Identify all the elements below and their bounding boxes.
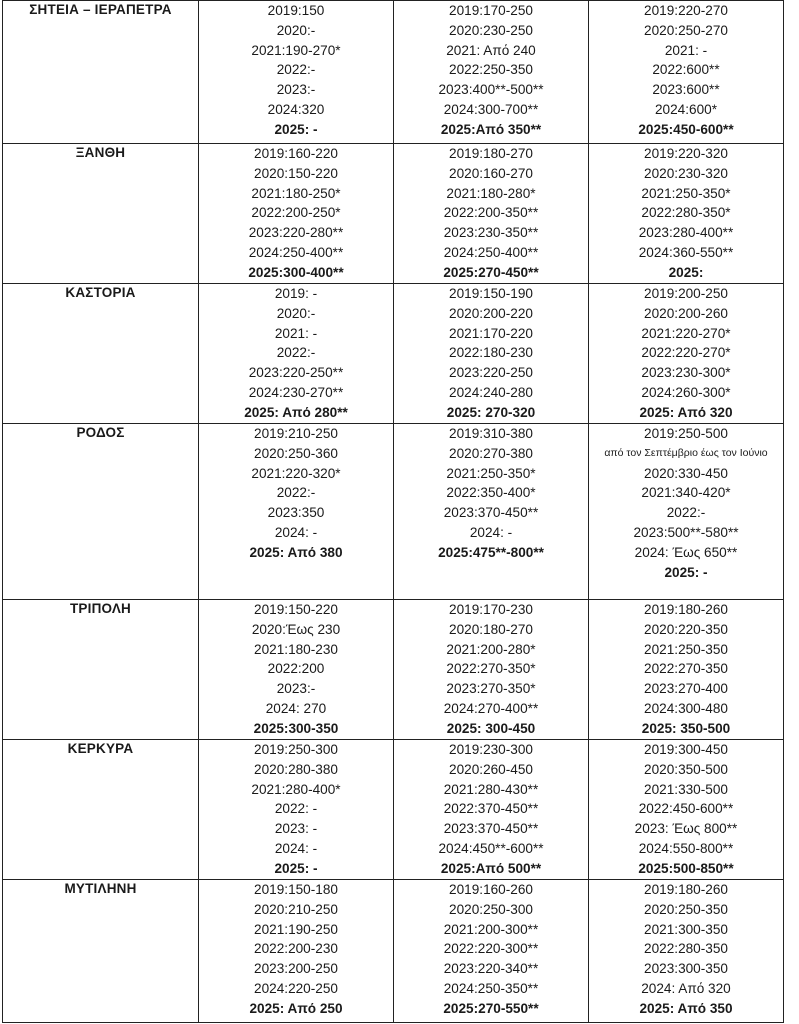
price-line: 2021:250-350* [446, 465, 536, 481]
price-cell [199, 1, 394, 144]
table-row [3, 600, 784, 740]
price-line: 2023:220-340** [443, 961, 539, 977]
price-line: 2022:200 [267, 661, 325, 677]
price-line: 2023: Έως 800** [634, 821, 738, 837]
price-line: 2022:450-600** [638, 801, 734, 817]
price-line: 2022:- [276, 485, 316, 501]
price-line: 2023:220-250 [449, 365, 533, 381]
price-line: 2019:180-260 [644, 602, 728, 617]
price-line: 2022:200-230 [254, 941, 338, 957]
price-line: 2025: Από 250 [249, 1000, 343, 1016]
price-line: 2021: - [274, 325, 318, 341]
price-cell [589, 880, 784, 1023]
price-line: 2022:370-450** [443, 801, 539, 817]
price-line: 2023:230-300* [641, 365, 731, 381]
price-cell [199, 284, 394, 424]
price-line: 2023:270-350* [446, 681, 536, 697]
table-row [3, 424, 784, 600]
price-line: 2019:150-190 [449, 286, 533, 301]
price-line: 2024: Από 320 [641, 980, 731, 996]
price-line: 2020:230-250 [449, 22, 533, 38]
price-line: 2022:180-230 [449, 345, 533, 361]
price-cell [394, 284, 589, 424]
city-cell [3, 424, 199, 600]
table-row [3, 1, 784, 144]
price-line: 2024:250-400** [248, 244, 344, 260]
price-line: 2024:450**-600** [438, 840, 544, 856]
price-line: 2025:500-850** [638, 860, 734, 876]
price-line: 2025: 270-320 [446, 404, 536, 420]
city-cell [3, 740, 199, 880]
price-line: 2021:180-250* [251, 185, 341, 201]
price-line: 2022:280-350* [641, 205, 731, 221]
price-line: 2021:190-270* [251, 42, 341, 58]
price-line: 2023:350 [267, 505, 325, 521]
price-line: 2020:330-450 [644, 465, 728, 481]
rental-prices-table [2, 0, 784, 1023]
price-line: από τον Σεπτέμβριο έως τον Ιούνιο [604, 446, 768, 459]
price-line: 2024:240-280 [449, 384, 533, 400]
city-cell [3, 144, 199, 284]
price-line: 2025:270-450** [443, 264, 539, 280]
price-line: 2022:- [276, 62, 316, 78]
price-line: 2023:270-400 [644, 681, 728, 697]
city-name: ΚΕΡΚΥΡΑ [67, 741, 134, 756]
table-row [3, 740, 784, 880]
price-line: 2024:300-480 [644, 700, 728, 716]
price-line: 2025:475**-800** [438, 544, 544, 560]
price-line: 2022:220-270* [641, 345, 731, 361]
price-line: 2019: - [274, 286, 318, 301]
city-cell [3, 1, 199, 144]
price-cell [589, 424, 784, 600]
table-row [3, 880, 784, 1023]
price-line: 2025: - [274, 860, 318, 876]
price-line: 2020:160-270 [449, 165, 533, 181]
price-line: 2019:200-250 [644, 286, 728, 301]
price-line: 2024:300-700** [443, 101, 539, 117]
price-line: 2025: 300-450 [446, 720, 536, 736]
price-line: 2020:250-360 [254, 445, 338, 461]
price-line: 2025:300-400** [248, 264, 344, 280]
price-line: 2020:250-350 [644, 901, 728, 917]
price-line: 2020:230-320 [644, 165, 728, 181]
price-line: 2024:550-800** [638, 840, 734, 856]
price-line: 2023:220-280** [248, 225, 344, 241]
price-line: 2022:270-350* [446, 661, 536, 677]
price-line: 2019:310-380 [449, 426, 533, 441]
price-line: 2020:200-260 [644, 305, 728, 321]
city-name: ΤΡΙΠΟΛΗ [69, 601, 132, 616]
price-line: 2021:300-350 [644, 921, 728, 937]
price-line: 2019:300-450 [644, 742, 728, 757]
price-line: 2020:150-220 [254, 165, 338, 181]
price-line: 2021:340-420* [641, 485, 731, 501]
price-line: 2020:280-380 [254, 761, 338, 777]
price-line: 2025: Από 350 [639, 1000, 733, 1016]
price-line: 2025: [668, 264, 704, 280]
price-line: 2021:200-300** [443, 921, 539, 937]
price-line: 2019:220-320 [644, 146, 728, 161]
price-line: 2024:250-350** [443, 980, 539, 996]
price-line: 2024:360-550** [638, 244, 734, 260]
price-line: 2022:200-250* [251, 205, 341, 221]
price-line: 2024: 270 [265, 700, 327, 716]
city-name: ΡΟΔΟΣ [76, 425, 125, 440]
price-line: 2020:210-250 [254, 901, 338, 917]
price-line: 2020:Έως 230 [251, 621, 341, 637]
price-line: 2020:220-350 [644, 621, 728, 637]
price-line: 2025: - [664, 564, 708, 580]
price-line: 2019:150-180 [254, 882, 338, 897]
price-cell [394, 600, 589, 740]
price-line: 2021:280-400* [251, 781, 341, 797]
price-line: 2023:280-400** [638, 225, 734, 241]
price-line: 2023:230-350** [443, 225, 539, 241]
price-line: 2023:- [276, 82, 316, 98]
price-line: 2021:180-230 [254, 641, 338, 657]
price-line: 2025:Από 350** [440, 121, 542, 137]
city-name: ΞΑΝΘΗ [75, 145, 126, 160]
price-line: 2021:220-320* [251, 465, 341, 481]
price-line: 2020:250-270 [644, 22, 728, 38]
price-cell [394, 144, 589, 284]
price-line: 2025: Από 280** [244, 404, 348, 420]
price-line: 2021:180-280* [446, 185, 536, 201]
price-cell [199, 880, 394, 1023]
price-line: 2021:250-350* [641, 185, 731, 201]
price-line: 2023:300-350 [644, 961, 728, 977]
price-line: 2023:- [276, 681, 316, 697]
price-line: 2019:250-300 [254, 742, 338, 757]
price-line: 2024:600* [655, 101, 717, 117]
price-line: 2020:270-380 [449, 445, 533, 461]
price-line: 2022:250-350 [449, 62, 533, 78]
price-cell [589, 600, 784, 740]
price-cell [394, 424, 589, 600]
price-line: 2023:400**-500** [438, 82, 544, 98]
price-line: 2019:210-250 [254, 426, 338, 441]
price-line: 2024:270-400** [443, 700, 539, 716]
price-line: 2025:Από 500** [440, 860, 542, 876]
price-line: 2024: - [469, 524, 513, 540]
city-cell [3, 880, 199, 1023]
price-line: 2021: - [664, 42, 708, 58]
price-line: 2020:200-220 [449, 305, 533, 321]
price-line: 2021:170-220 [449, 325, 533, 341]
price-line: 2019:160-260 [449, 882, 533, 897]
price-line: 2022:270-350 [644, 661, 728, 677]
city-cell [3, 284, 199, 424]
price-line: 2023:600** [652, 82, 720, 98]
price-cell [199, 740, 394, 880]
price-line: 2022:280-350 [644, 941, 728, 957]
price-line: 2019:150 [267, 3, 325, 18]
price-cell [394, 740, 589, 880]
price-line: 2021:200-280* [446, 641, 536, 657]
price-line: 2025:270-550** [443, 1000, 539, 1016]
price-line: 2025: 350-500 [641, 720, 731, 736]
price-line: 2024:230-270** [248, 384, 344, 400]
price-line: 2019:180-260 [644, 882, 728, 897]
price-line: 2024:320 [267, 101, 325, 117]
price-line: 2019:160-220 [254, 146, 338, 161]
price-line: 2020:- [276, 305, 316, 321]
price-cell [589, 284, 784, 424]
price-line: 2022:200-350** [443, 205, 539, 221]
price-line: 2025:450-600** [638, 121, 734, 137]
price-cell [589, 740, 784, 880]
price-line: 2023:500**-580** [633, 524, 739, 540]
price-line: 2025: Από 320 [639, 404, 733, 420]
price-line: 2021:280-430** [443, 781, 539, 797]
price-line: 2023:370-450** [443, 821, 539, 837]
price-line: 2022:220-300** [443, 941, 539, 957]
city-cell [3, 600, 199, 740]
price-line: 2020:260-450 [449, 761, 533, 777]
table-row [3, 144, 784, 284]
price-cell [199, 424, 394, 600]
price-line: 2022:- [666, 505, 706, 521]
price-line: 2024: Έως 650** [634, 544, 738, 560]
price-line: 2023:220-250** [248, 365, 344, 381]
price-line: 2019:230-300 [449, 742, 533, 757]
price-line: 2020:180-270 [449, 621, 533, 637]
price-line: 2022: - [274, 801, 318, 817]
price-line: 2023:200-250 [254, 961, 338, 977]
table-row [3, 284, 784, 424]
price-line: 2024:220-250 [254, 980, 338, 996]
price-line: 2019:170-250 [449, 3, 533, 18]
price-line: 2019:170-230 [449, 602, 533, 617]
price-line: 2020:350-500 [644, 761, 728, 777]
price-line: 2019:150-220 [254, 602, 338, 617]
city-name: ΚΑΣΤΟΡΙΑ [65, 285, 136, 300]
price-line: 2024:260-300* [641, 384, 731, 400]
price-line: 2019:220-270 [644, 3, 728, 18]
price-line: 2025: - [274, 121, 318, 137]
price-line: 2021:330-500 [644, 781, 728, 797]
price-line: 2021:220-270* [641, 325, 731, 341]
price-line: 2020:- [276, 22, 316, 38]
price-line: 2022:600** [652, 62, 720, 78]
price-line: 2022:350-400* [446, 485, 536, 501]
price-line: 2024: - [274, 840, 318, 856]
price-cell [199, 600, 394, 740]
city-name: ΣΗΤΕΙΑ – ΙΕΡΑΠΕΤΡΑ [29, 2, 172, 17]
price-cell [589, 1, 784, 144]
price-line: 2021:190-250 [254, 921, 338, 937]
price-cell [589, 144, 784, 284]
city-name: ΜΥΤΙΛΗΝΗ [64, 881, 137, 896]
price-line: 2022:- [276, 345, 316, 361]
price-line: 2025: Από 380 [249, 544, 343, 560]
price-line: 2024:250-400** [443, 244, 539, 260]
price-line: 2019:180-270 [449, 146, 533, 161]
table-body [3, 1, 784, 1023]
price-line: 2023:370-450** [443, 505, 539, 521]
price-cell [394, 880, 589, 1023]
price-cell [394, 1, 589, 144]
price-cell [199, 144, 394, 284]
price-line: 2025:300-350 [253, 720, 339, 736]
price-line: 2019:250-500 [644, 426, 728, 441]
price-line: 2021:250-350 [644, 641, 728, 657]
price-line: 2020:250-300 [449, 901, 533, 917]
price-line: 2023: - [274, 821, 318, 837]
price-line: 2021: Από 240 [446, 42, 536, 58]
price-line: 2024: - [274, 524, 318, 540]
